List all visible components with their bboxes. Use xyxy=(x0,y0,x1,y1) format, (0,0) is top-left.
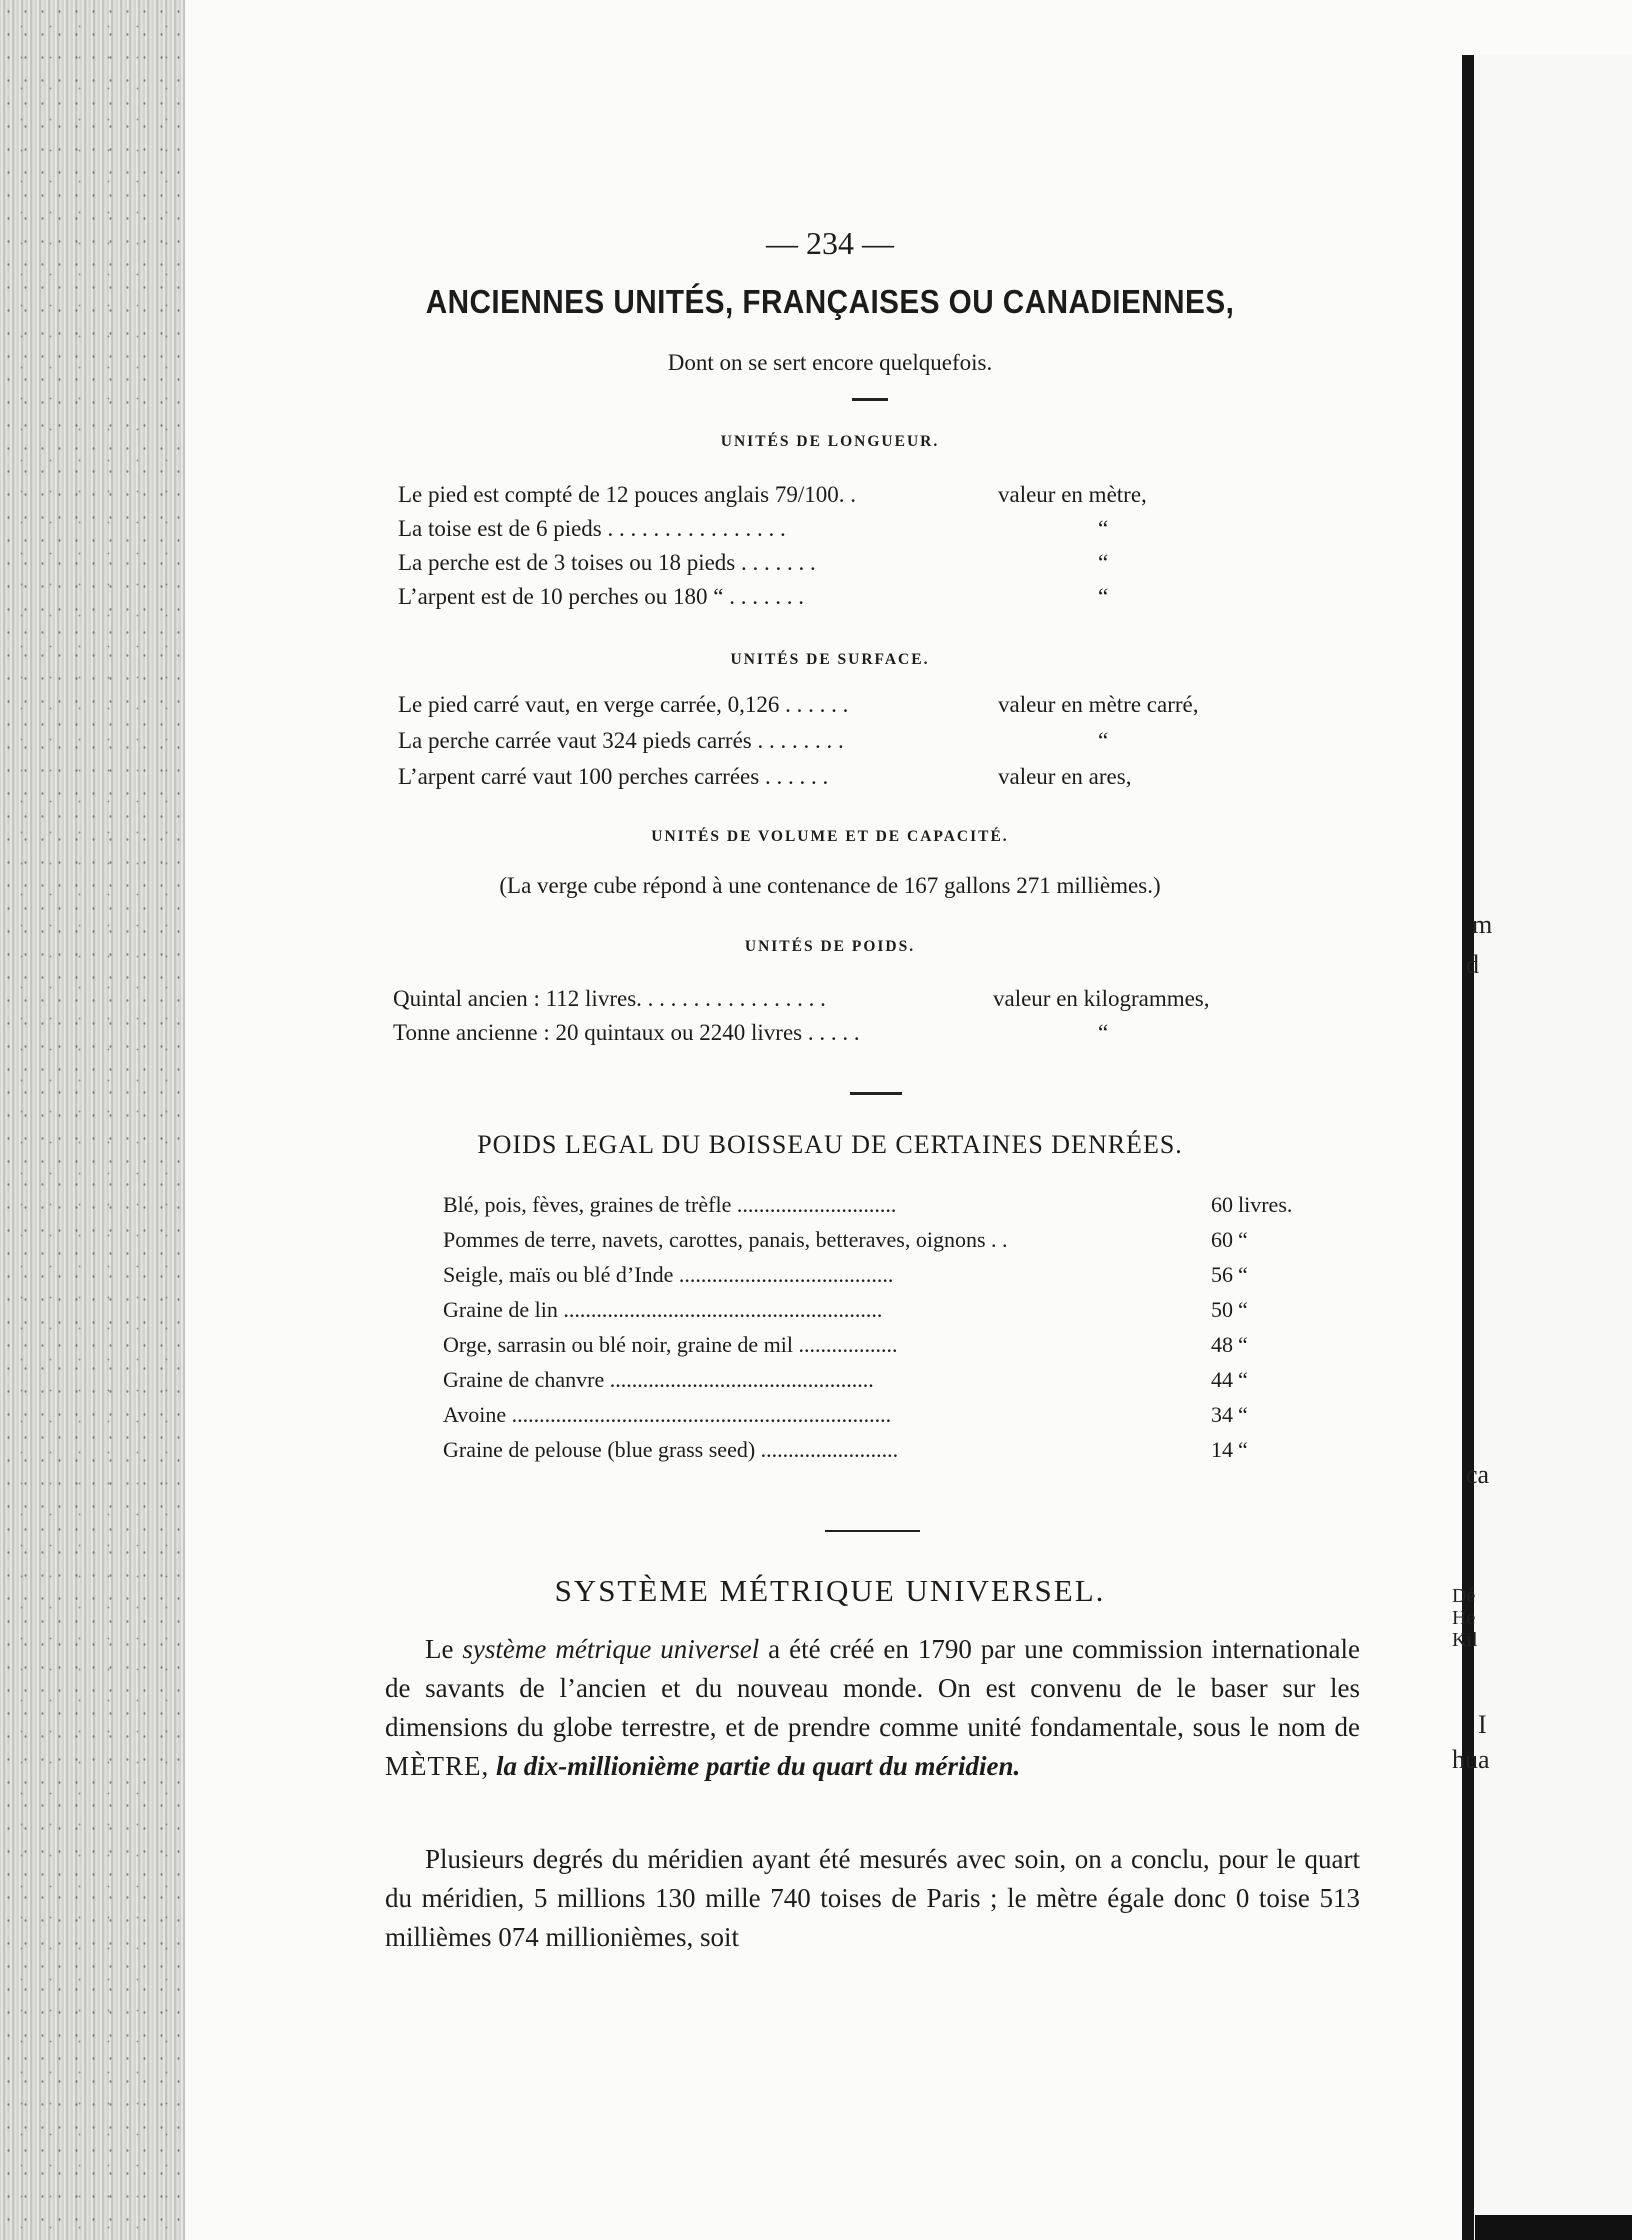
den-value: 60 xyxy=(1211,1227,1233,1252)
boisseau-row xyxy=(443,1192,1303,1226)
den-value: 34 xyxy=(1211,1402,1233,1427)
longueur-row xyxy=(398,550,1563,584)
den-label: Orge, sarrasin ou blé noir, graine de mil .................. xyxy=(443,1332,898,1357)
row-label: L’arpent carré vaut 100 perches carrées . . . . . . xyxy=(398,764,829,789)
short-rule xyxy=(825,1530,920,1532)
den-label: Blé, pois, fèves, graines de trèfle ............................. xyxy=(443,1192,897,1217)
den-value: 14 xyxy=(1211,1437,1233,1462)
den-unit: “ xyxy=(1238,1437,1248,1462)
den-value: 50 xyxy=(1211,1297,1233,1322)
surface-row xyxy=(398,764,1563,798)
den-unit: “ xyxy=(1238,1227,1248,1252)
section-title: ANCIENNES UNITÉS, FRANÇAISES OU CANADIENNES, xyxy=(425,283,1235,320)
den-label: Graine de chanvre ................................................ xyxy=(443,1367,874,1392)
row-label: La perche est de 3 toises ou 18 pieds . . . . . . . xyxy=(398,550,816,575)
facing-fragment: Kil xyxy=(1452,1629,1478,1651)
facing-fragment: d xyxy=(1466,950,1479,979)
row-label: Quintal ancien : 112 livres. . . . . . . . . . . . . . . . . xyxy=(393,986,826,1011)
boisseau-row xyxy=(443,1437,1303,1471)
row-unit: valeur en mètre, xyxy=(998,482,1147,507)
row-unit: “ xyxy=(1098,550,1109,575)
para-text: a été créé en 1790 par une commission internationale de savants de l’ancien et du nouveau monde. On est convenu de le baser sur les dimensions du globe terrestre, et de prendre comme unité fondamentale, sous le nom de xyxy=(385,1634,1360,1742)
boisseau-title: POIDS LEGAL DU BOISSEAU DE CERTAINES DENRÉES. xyxy=(477,1130,1183,1159)
row-unit: “ xyxy=(1098,728,1109,753)
volume-note: (La verge cube répond à une contenance de 167 gallons 271 millièmes.) xyxy=(499,873,1161,898)
facing-page xyxy=(1452,55,1632,2240)
metric-paragraph-1 xyxy=(385,1630,1360,1786)
poids-row xyxy=(393,1020,1558,1054)
den-value: 60 xyxy=(1211,1192,1233,1217)
den-label: Avoine ..................................................................... xyxy=(443,1402,892,1427)
boisseau-row xyxy=(443,1227,1303,1261)
row-unit: valeur en kilogrammes, xyxy=(993,986,1210,1011)
boisseau-row xyxy=(443,1262,1303,1296)
longueur-heading: UNITÉS DE LONGUEUR. xyxy=(720,433,940,450)
den-label: Graine de lin .......................................................... xyxy=(443,1297,883,1322)
surface-heading: UNITÉS DE SURFACE. xyxy=(730,651,930,668)
facing-fragment: ca xyxy=(1466,1460,1490,1489)
den-value: 56 xyxy=(1211,1262,1233,1287)
row-label: L’arpent est de 10 perches ou 180 “ . . . . . . . xyxy=(398,584,805,609)
row-unit: “ xyxy=(1098,584,1109,609)
den-unit: “ xyxy=(1238,1402,1248,1427)
book-page xyxy=(185,0,1475,2240)
para-italic: la dix-millionième partie du quart du méridien. xyxy=(496,1751,1021,1781)
row-unit: valeur en ares, xyxy=(998,764,1132,789)
facing-fragment: m xyxy=(1472,910,1493,939)
facing-fragment: He xyxy=(1452,1607,1476,1629)
section-subtitle: Dont on se sert encore quelquefois. xyxy=(667,350,993,375)
longueur-row xyxy=(398,516,1563,550)
para-text: Le xyxy=(425,1634,463,1664)
page-number: — 234 — xyxy=(766,225,894,261)
para-smallcaps: MÈTRE, xyxy=(385,1751,490,1781)
den-label: Seigle, maïs ou blé d’Inde ....................................... xyxy=(443,1262,894,1287)
row-unit: “ xyxy=(1098,516,1109,541)
den-unit: “ xyxy=(1238,1367,1248,1392)
row-label: La toise est de 6 pieds . . . . . . . . . . . . . . . . xyxy=(398,516,786,541)
row-label: Le pied carré vaut, en verge carrée, 0,126 . . . . . . xyxy=(398,692,849,717)
book-page-edges xyxy=(0,0,185,2240)
facing-fragment: hua xyxy=(1452,1745,1490,1774)
longueur-row xyxy=(398,482,1563,516)
den-unit: “ xyxy=(1238,1262,1248,1287)
boisseau-row xyxy=(443,1297,1303,1331)
surface-row xyxy=(398,728,1563,762)
para-text xyxy=(489,1751,496,1781)
den-label: Graine de pelouse (blue grass seed) ......................... xyxy=(443,1437,899,1462)
row-label: La perche carrée vaut 324 pieds carrés . . . . . . . . xyxy=(398,728,844,753)
row-label: Tonne ancienne : 20 quintaux ou 2240 livres . . . . . xyxy=(393,1020,860,1045)
short-rule xyxy=(852,398,888,401)
page-gutter-shadow xyxy=(1475,2215,1632,2240)
boisseau-row xyxy=(443,1367,1303,1401)
den-unit: livres. xyxy=(1238,1192,1293,1217)
metric-title: SYSTÈME MÉTRIQUE UNIVERSEL. xyxy=(554,1573,1106,1608)
poids-heading: UNITÉS DE POIDS. xyxy=(744,938,916,955)
facing-fragment: I xyxy=(1478,1710,1487,1739)
row-unit: “ xyxy=(1098,1020,1109,1045)
den-label: Pommes de terre, navets, carottes, panais, betteraves, oignons . . xyxy=(443,1227,1008,1252)
row-unit: valeur en mètre carré, xyxy=(998,692,1199,717)
short-rule xyxy=(850,1092,902,1095)
facing-fragment: Dé xyxy=(1452,1585,1476,1607)
poids-row xyxy=(393,986,1558,1020)
longueur-row xyxy=(398,584,1563,618)
den-unit: “ xyxy=(1238,1332,1248,1357)
metric-paragraph-2: Plusieurs degrés du méridien ayant été mesurés avec soin, on a conclu, pour le quart du méridien, 5 millions 130 mille 740 toises de Paris ; le mètre égale donc 0 toise 513 millièmes 074 millionièmes, soit xyxy=(385,1844,1360,1952)
volume-heading: UNITÉS DE VOLUME ET DE CAPACITÉ. xyxy=(651,828,1009,845)
row-label: Le pied est compté de 12 pouces anglais 79/100. . xyxy=(398,482,856,507)
boisseau-row xyxy=(443,1402,1303,1436)
para-italic: système métrique universel xyxy=(462,1634,760,1664)
den-unit: “ xyxy=(1238,1297,1248,1322)
surface-row xyxy=(398,692,1563,726)
boisseau-row xyxy=(443,1332,1303,1366)
den-value: 44 xyxy=(1211,1367,1233,1392)
den-value: 48 xyxy=(1211,1332,1233,1357)
